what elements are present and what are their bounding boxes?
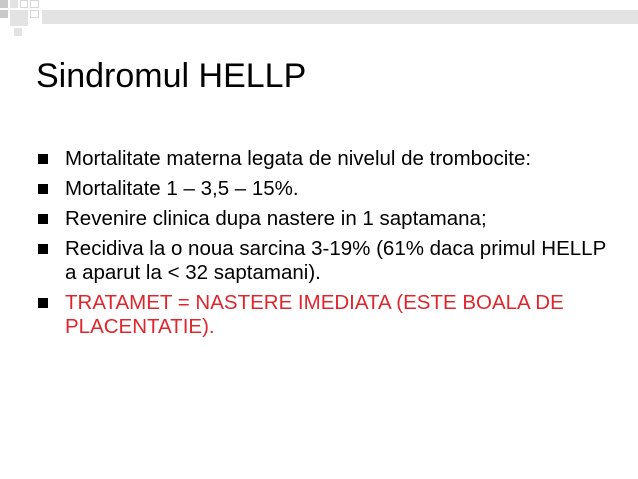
bullet-text: Mortalitate 1 – 3,5 – 15%. xyxy=(65,177,299,200)
bullet-item xyxy=(36,237,616,285)
slide-title: Sindromul HELLP xyxy=(36,57,307,95)
deco-square xyxy=(0,10,8,18)
deco-square xyxy=(0,0,8,8)
square-bullet-icon xyxy=(38,244,48,254)
bullet-text: Mortalitate materna legata de nivelul de trombocite: xyxy=(65,147,532,170)
deco-band xyxy=(42,10,638,24)
square-bullet-icon xyxy=(38,184,48,194)
square-bullet-icon xyxy=(38,214,48,224)
deco-square xyxy=(10,10,28,26)
bullet-list xyxy=(36,147,616,345)
bullet-text: Recidiva la o noua sarcina 3-19% (61% daca primul HELLP a aparut la < 32 saptamani). xyxy=(65,237,606,284)
decorative-header-squares xyxy=(0,0,638,40)
square-bullet-icon xyxy=(38,154,48,164)
deco-square xyxy=(14,28,22,36)
bullet-text: Revenire clinica dupa nastere in 1 saptamana; xyxy=(65,207,487,230)
deco-square xyxy=(30,0,39,8)
deco-square xyxy=(20,0,28,8)
bullet-item xyxy=(36,177,616,201)
bullet-item xyxy=(36,207,616,231)
bullet-item-highlight xyxy=(36,291,616,339)
deco-square xyxy=(30,10,39,18)
square-bullet-icon xyxy=(38,298,48,308)
bullet-text: TRATAMET = NASTERE IMEDIATA (ESTE BOALA DE PLACENTATIE). xyxy=(65,291,564,338)
bullet-item xyxy=(36,147,616,171)
deco-square xyxy=(10,0,18,8)
